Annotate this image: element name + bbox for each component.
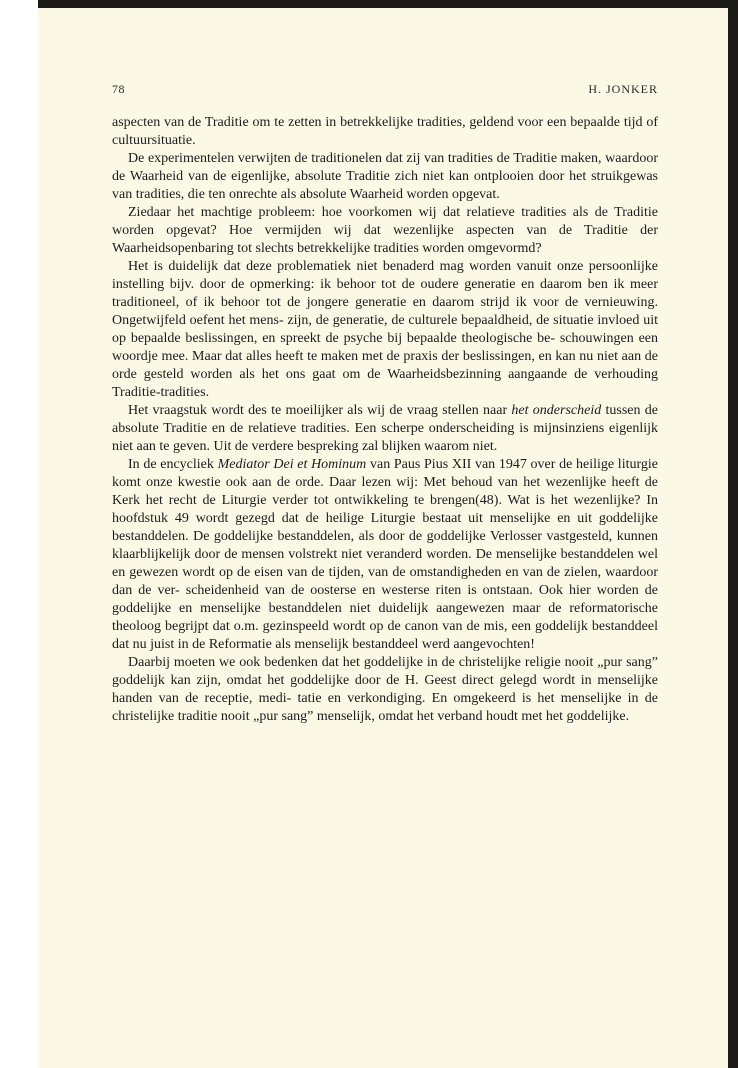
page-number: 78: [112, 82, 125, 96]
paragraph-3: Ziedaar het machtige probleem: hoe voorkomen wij dat relatieve tradities als de Traditie worden opgevat? Hoe vermijden wij dat wezenlijke aspecten van de Traditie der Waarheidsopenbaring tot slechts betrekkelijke tradities worden omgevormd?: [112, 205, 658, 256]
paragraph-5-italic: het onderscheid: [511, 403, 602, 418]
paragraph-6-italic: Mediator Dei et Hominum: [217, 457, 367, 472]
scan-border-right: [728, 0, 738, 1068]
paragraph-5-text-a: Het vraagstuk wordt des te moeilijker als wij de vraag stellen naar: [128, 403, 512, 418]
scan-border-top: [38, 0, 738, 8]
paragraph-5-text-b: tussen de absolute Traditie en de relatieve tradities. Een scherpe onderscheiding is mijnsinziens eigenlijk niet aan te geven. Uit de verdere bespreking zal blijken waarom niet.: [112, 403, 658, 454]
paragraph-6: [112, 456, 658, 654]
paragraph-1: aspecten van de Traditie om te zetten in betrekkelijke tradities, geldend voor een bepaalde tijd of cultuursituatie.: [112, 115, 658, 148]
paragraph-5: [112, 402, 658, 456]
running-head-author: H. JONKER: [588, 82, 658, 96]
paragraph-2: De experimentelen verwijten de traditionelen dat zij van tradities de Traditie maken, waardoor de Waarheid van de eigenlijke, absolute Traditie zich niet kan ontplooien door het struikgewas van tradities, die ten onrechte als absolute Waarheid worden opgevat.: [112, 151, 658, 202]
running-header: [112, 82, 658, 98]
paragraph-4: Het is duidelijk dat deze problematiek niet benaderd mag worden vanuit onze persoonlijke instelling bijv. door de opmerking: ik behoor tot de oudere generatie en daarom ben ik meer traditioneel, of ik behoor tot de jongere generatie en daarom strijd ik voor de vernieuwing. Ongetwijfeld oefent het mens- zijn, de generatie, de culturele bepaaldheid, de situatie invloed uit op bepaalde beslissingen, en spreekt de psyche bij bepaalde theologische be- schouwingen een woordje mee. Maar dat alles heeft te maken met de praxis der beslissingen, en kan nu niet aan de orde gesteld worden als het ons gaat om de Waarheidsbezinning aangaande de verhouding Traditie-tradities.: [112, 259, 658, 400]
paragraph-7: Daarbij moeten we ook bedenken dat het goddelijke in de christelijke religie nooit „pur sang” goddelijk kan zijn, omdat het goddelijke door de H. Geest direct gelegd wordt in menselijke handen van de receptie, medi- tatie en verkondiging. En omgekeerd is het menselijke in de christelijke traditie nooit „pur sang” menselijk, omdat het verband houdt met het goddelijke.: [112, 655, 658, 724]
paragraph-6-text-b: van Paus Pius XII van 1947 over de heilige liturgie komt onze kwestie ook aan de orde. Daar lezen wij: Met behoud van het wezenlijke heeft de Kerk het recht de Liturgie verder tot ontwikkeling te brengen(48). Wat is het wezenlijke? In hoofdstuk 49 wordt gezegd dat de heilige Liturgie bestaat uit menselijke en uit goddelijke bestanddelen. De goddelijke bestanddelen, als door de goddelijke Verlosser vastgesteld, kunnen klaarblijkelijk door de mensen volstrekt niet veranderd worden. De menselijke bestanddelen wel en gewezen wordt op de eisen van de tijden, van de omstandigheden en van de zielen, waardoor dan de ver- scheidenheid van de oosterse en westerse riten is ontstaan. Ook hier worden de goddelijke en menselijke bestanddelen niet duidelijk aangewezen maar de reformatorische theoloog begrijpt dat o.m. gezinspeeld wordt op de canon van de mis, een goddelijk bestanddeel dat nu juist in de Reformatie als menselijk bestanddeel werd aangevochten!: [112, 457, 658, 652]
paragraph-6-text-a: In de encycliek: [128, 457, 218, 472]
body-text: [112, 114, 658, 726]
